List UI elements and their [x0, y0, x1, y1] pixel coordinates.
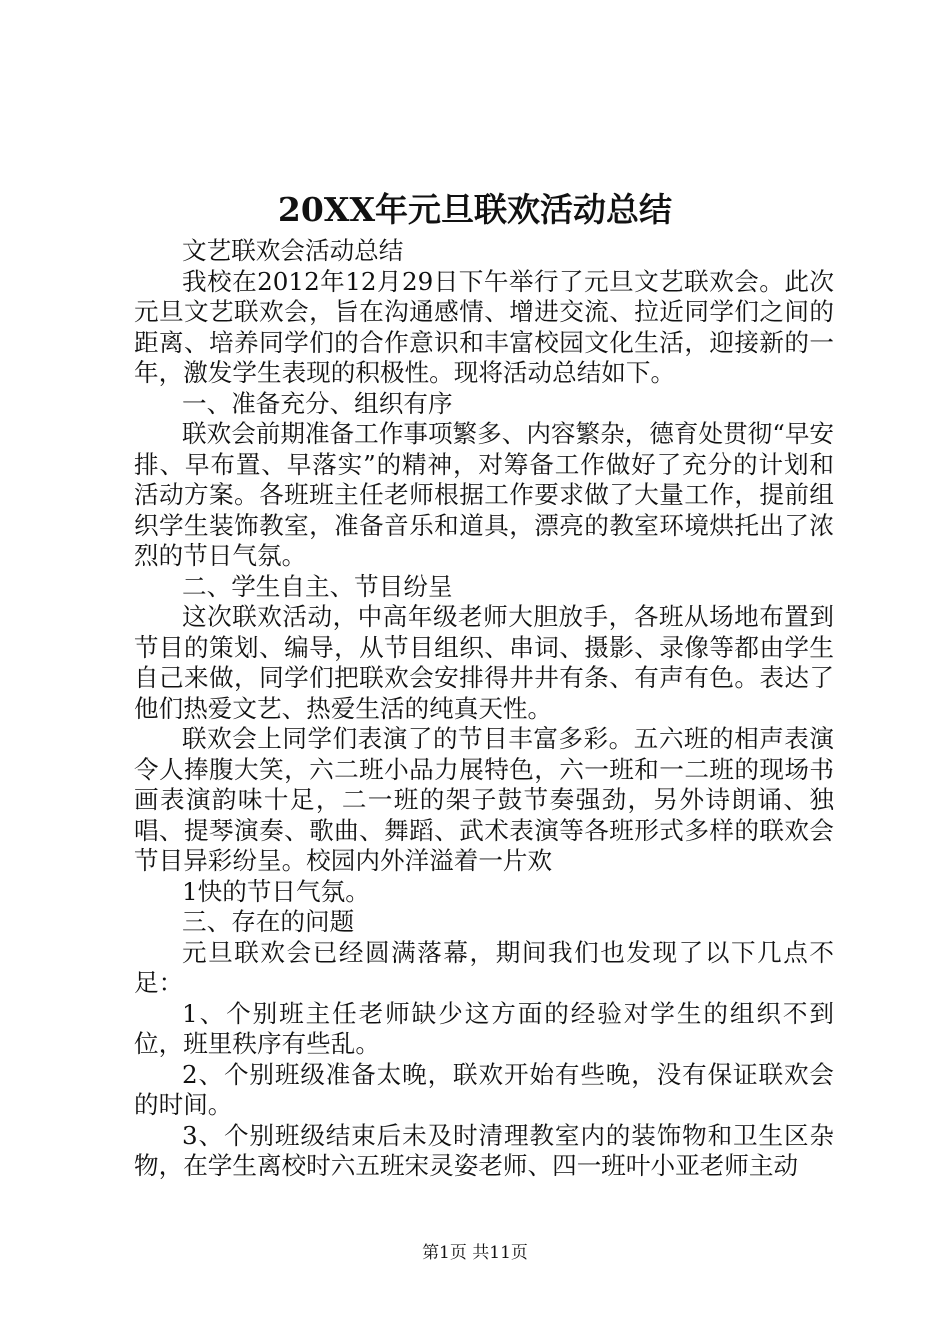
document-body — [134, 236, 834, 1182]
paragraph-intro: 我校在2012年12月29日下午举行了元旦文艺联欢会。此次元旦文艺联欢会，旨在沟通感情、增进交流、拉近同学们之间的距离、培养同学们的合作意识和丰富校园文化生活，迎接新的一年，激发学生表现的积极性。现将活动总结如下。 — [134, 266, 834, 387]
paragraph-subtitle: 文艺联欢会活动总结 — [182, 236, 404, 265]
paragraph-preparation: 联欢会前期准备工作事项繁多、内容繁杂，德育处贯彻“早安排、早布置、早落实”的精神，对筹备工作做好了充分的计划和活动方案。各班班主任老师根据工作要求做了大量工作，提前组织学生装饰教室，准备音乐和道具，漂亮的教室环境烘托出了浓烈的节日气氛。 — [134, 419, 835, 570]
document-title: 20XX年元旦联欢活动总结 — [277, 190, 673, 229]
paragraph-problems-intro: 元旦联欢会已经圆满落幕，期间我们也发现了以下几点不足： — [134, 937, 834, 997]
section-heading-1: 一、准备充分、组织有序 — [182, 388, 453, 418]
section-heading-2: 二、学生自主、节目纷呈 — [182, 571, 453, 601]
page-number-footer: 第1页 共11页 — [422, 1243, 528, 1263]
paragraph-activity: 这次联欢活动，中高年级老师大胆放手，各班从场地布置到节目的策划、编导，从节目组织、串词、摄影、录像等都由学生自己来做，同学们把联欢会安排得井井有条、有声有色。表达了他们热爱文艺、热爱生活的纯真天性。 — [134, 602, 834, 723]
section-heading-3: 三、存在的问题 — [182, 907, 355, 936]
paragraph-programs: 联欢会上同学们表演了的节目丰富多彩。五六班的相声表演令人捧腹大笑，六二班小品力展特色，六一班和一二班的现场书画表演韵味十足，二一班的架子鼓节奏强劲，另外诗朗诵、独唱、提琴演奏、歌曲、舞蹈、武术表演等各班形式多样的联欢会节目异彩纷呈。校园内外洋溢着一片欢 — [134, 724, 834, 875]
paragraph-atmosphere: 1快的节日气氛。 — [182, 876, 370, 906]
paragraph-problem-2: 2、个别班级准备太晚，联欢开始有些晚，没有保证联欢会的时间。 — [134, 1059, 834, 1119]
paragraph-problem-3: 3、个别班级结束后未及时清理教室内的装饰物和卫生区杂物，在学生离校时六五班宋灵姿老师、四一班叶小亚老师主动 — [134, 1120, 834, 1180]
paragraph-problem-1: 1、个别班主任老师缺少这方面的经验对学生的组织不到位，班里秩序有些乱。 — [134, 998, 834, 1058]
